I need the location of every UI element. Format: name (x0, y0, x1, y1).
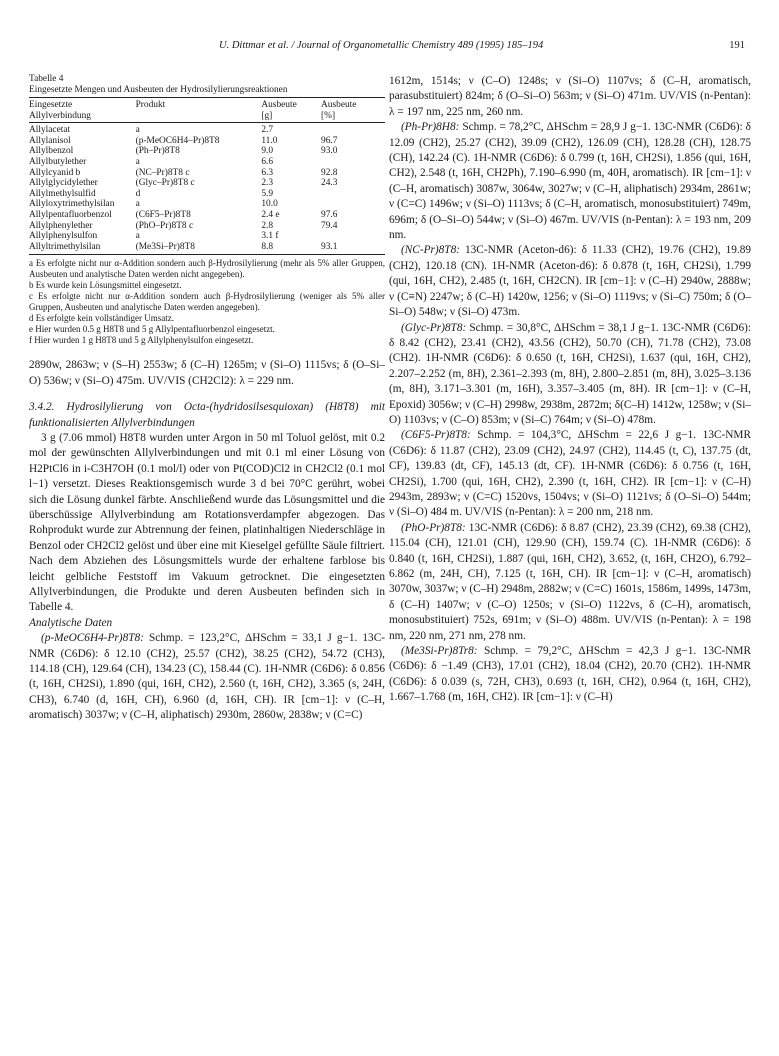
cell-allyl-compound: Allylmethylsulfid (29, 188, 96, 199)
table-row (29, 231, 385, 242)
table-body (29, 123, 385, 255)
cell-yield-pct: 96.7 (321, 135, 338, 146)
table-header-yield-pct: Ausbeute (321, 98, 385, 111)
cell-yield-pct: 24.3 (321, 178, 338, 189)
cell-yield-g: 9.0 (261, 146, 274, 157)
page-number: 191 (729, 40, 745, 51)
procedure-paragraph: 3 g (7.06 mmol) H8T8 wurden unter Argon in 50 ml Toluol gelöst, mit 0.2 mol der gewünschten Allylverbindungen und mit 0.1 ml einer Lösung von H2PtCl6 in i-C3H7OH (0.1 mol/l) oder von Pt(COD)Cl2 in CH2Cl2 (0.1 mol l−1) versetzt. Dieses Reaktionsgemisch wurde 3 d bei 70°C gerührt, wobei sich die Lösung dunkel färbte. Anschließend wurde das Lösungsmittel und die überschüssige Allylverbindung am Rotationsverdampfer abgezogen. Das Rohprodukt wurde zur Abtrennung der feinen, platinhaltigen Niederschläge in Benzol oder CH2Cl2 gelöst und über eine mit Kieselgel gefüllte Säule filtriert. Nach dem Abziehen des Lösungsmittels wurde der erhaltene farblose bis leicht gelbliche Feststoff im Vakuum getrocknet. Die eingesetzten Allylverbindungen, die Produkte und deren Ausbeuten befinden sich in Tabelle 4. (29, 431, 385, 614)
table-row (29, 199, 385, 210)
table-header-unit-g: [g] (261, 111, 321, 123)
cell-yield-g: 2.4 e (261, 209, 280, 220)
cell-yield-pct (321, 123, 385, 136)
table-footnote: d Es erfolgte kein vollständiger Umsatz. (29, 313, 174, 324)
cell-yield-g: 5.9 (261, 188, 274, 199)
cell-yield-g: 6.3 (261, 167, 274, 178)
cell-yield-pct: 93.1 (321, 242, 385, 255)
entry-ph (389, 120, 751, 243)
table-footnote: e Hier wurden 0.5 g H8T8 und 5 g Allylpentafluorbenzol eingesetzt. (29, 324, 275, 335)
cell-product: (PhO–Pr)8T8 c (135, 220, 194, 231)
table-row (29, 242, 385, 255)
cell-product: (C6F5–Pr)8T8 (135, 209, 191, 220)
entry-meo (29, 631, 385, 723)
cell-allyl-compound: Allylpentafluorbenzol (29, 209, 112, 220)
table-footnote: f Hier wurden 1 g H8T8 und 5 g Allylphenylsulfon eingesetzt. (29, 335, 254, 346)
cell-product: (p-MeOC6H4–Pr)8T8 (135, 135, 220, 146)
table-header-allyl-2: Allylverbindung (29, 111, 136, 123)
cell-allyl-compound: Allylanisol (29, 135, 71, 146)
table-header-allyl: Eingesetzte (29, 98, 136, 111)
cell-yield-g: 2.7 (261, 125, 274, 136)
compound-data: Schmp. = 79,2°C, ΔHSchm = 42,3 J g−1. 13C-NMR (C6D6): δ −1.49 (CH3), 17.01 (CH2), 18.04 (CH2), 20.70 (CH2). 1H-NMR (C6D6): δ 0.039 (s, 72H, CH3), 0.693 (t, 16H, CH2), 0.964 (t, 16H, CH2), 1.667–1.768 (m, 16H, CH2). IR [cm−1]: ν (C–H) (389, 645, 751, 704)
cell-product: (Glyc–Pr)8T8 c (135, 178, 195, 189)
table-row (29, 210, 385, 221)
cell-product: a (135, 156, 140, 167)
table-header-unit-pct: [%] (321, 111, 385, 123)
compound-label: (NC-Pr)8T8: (401, 244, 460, 257)
entry-pho (389, 521, 751, 644)
cell-product: (Me3Si–Pr)8T8 (136, 242, 262, 255)
cell-allyl-compound: Allyloxytrimethylsilan (29, 199, 115, 210)
table-row (29, 221, 385, 232)
entry-c6f5 (389, 428, 751, 520)
table-row (29, 146, 385, 157)
cell-yield-pct (321, 199, 385, 210)
table-title: Eingesetzte Mengen und Ausbeuten der Hydrosilylierungsreaktionen (29, 85, 288, 95)
yield-table (29, 97, 385, 255)
cell-yield-pct (321, 157, 385, 168)
cell-yield-g: 3.1 f (261, 231, 279, 242)
cell-yield-pct: 97.6 (321, 209, 338, 220)
compound-data: Schmp. = 30,8°C, ΔHSchm = 38,1 J g−1. 13C-NMR (C6D6): δ 8.42 (CH2), 23.41 (CH2), 43.56 (CH2), 50.70 (CH), 71.78 (CH2), 73.08 (CH2). 1H-NMR (C6D6): δ 0.650 (t, 16H, CH2Si), 1.637 (qui, 16H, CH2), 2.207–2.252 (m, 8H), 2.361–2.393 (m, 8H), 2.800–2.851 (m, 8H), 3.025–3.136 (m, 8H), 3.171–3.301 (m, 16H), 3.357–3.405 (m, 8H). IR [cm−1]: ν (C–H, Epoxid) 3056w; ν (C–H) 2998w, 2938m, 2872m; δ(C–H) 1412w, 1258w; ν (Si–O) 1103vs; ν (C–O) 853m; ν (Si–C) 764m; ν (Si–O) 478m. (389, 321, 751, 426)
cell-allyl-compound: Allyltrimethylsilan (29, 242, 136, 255)
cell-allyl-compound: Allylbutylether (29, 156, 87, 167)
table-caption (29, 74, 385, 96)
compound-data: Schmp. = 78,2°C, ΔHSchm = 28,9 J g−1. 13C-NMR (C6D6): δ 12.09 (CH2), 25.27 (CH2), 39.09 (CH2), 126.09 (CH), 128.28 (CH), 128.75 (CH), 142.24 (C). 1H-NMR (C6D6): δ 0.799 (t, 16H, CH2Si), 1.856 (qui, 16H, CH2), 2.548 (t, 16H, CH2Ph), 7.190–6.990 (m, 40H, aromatisch). IR [cm−1]: ν (C–H, aromatisch) 3087w, 3064w, 3027w; ν (C–H, aliphatisch) 2934m, 2861w; ν (C=C) 1496w; ν (Si–O) 1113vs; δ (C–H, aromatisch, monosubstituiert) 749m, 696m; δ (O–Si–O) 544w; ν (Si–O) 467m. UV/VIS (n-Pentan): λ = 193 nm, 209 nm. (389, 121, 751, 242)
left-body (29, 358, 385, 723)
compound-label: (Me3Si-Pr)8Tr8: (401, 645, 478, 658)
right-body (389, 74, 751, 706)
cell-product: (NC–Pr)8T8 c (135, 167, 190, 178)
compound-label: (PhO-Pr)8T8: (401, 521, 466, 534)
entry-me3si (389, 644, 751, 706)
cell-allyl-compound: Allylacetat (29, 125, 71, 136)
table-row (29, 168, 385, 179)
cell-yield-pct (321, 189, 385, 200)
cell-yield-g: 10.0 (261, 199, 278, 210)
compound-data: Schmp. = 104,3°C, ΔHSchm = 22,6 J g−1. 13C-NMR (C6D6): δ 11.87 (CH2), 23.09 (CH2), 24.97 (CH2), 114.45 (t, C), 137.75 (dt, CF), 139.83 (dt, CF), 145.13 (dt, CF). 1H-NMR (C6D6): δ 0.756 (t, 16H, CH2Si), 1.700 (qui, 16H, CH2), 2.390 (t, 16H, CH2). IR [cm−1]: ν (C–H) 2943m, 2893w; ν (C=C) 1520vs, 1504vs; ν (Si–O) 1121vs; δ (O–Si–O) 544m; ν (Si–O) 484 m. UV/VIS (n-Pentan): λ = 200 nm, 218 nm. (389, 429, 752, 519)
cell-yield-g: 2.8 (261, 220, 274, 231)
ir-continuation: 2890w, 2863w; ν (S–H) 2553w; δ (C–H) 1265m; ν (Si–O) 1115vs; δ (O–Si–O) 536w; ν (Si–O) 475m. UV/VIS (CH2Cl2): λ = 229 nm. (29, 359, 385, 387)
entry-glyc (389, 321, 751, 429)
table-row (29, 157, 385, 168)
cell-product: a (135, 125, 140, 136)
left-column (29, 74, 385, 724)
table-header-yield-g: Ausbeute (261, 98, 321, 111)
cell-product: (Ph–Pr)8T8 (135, 146, 180, 157)
compound-data: Schmp. = 123,2°C, ΔHSchm = 33,1 J g−1. 13C-NMR (C6D6): δ 12.10 (CH2), 25.57 (CH2), 38.25 (CH2), 54.72 (CH3), 114.18 (CH), 129.64 (CH), 134.23 (C), 158.44 (C). 1H-NMR (C6D6): δ 0.856 (t, 16H, CH2Si), 1.890 (qui, 16H, CH2), 2.560 (t, 16H, CH2), 3.365 (s, 24H, CH3), 6.740 (d, 16H, CH), 6.960 (d, 16H, CH). IR [cm−1]: ν (C–H, aromatisch) 3037w; ν (C–H, aliphatisch) 2930m, 2860w, 2838w; ν (C=C) (29, 632, 385, 722)
compound-data: 13C-NMR (C6D6): δ 8.87 (CH2), 23.39 (CH2), 69.38 (CH2), 115.04 (CH), 121.01 (CH), 129.90 (CH), 159.74 (C). 1H-NMR (C6D6): δ 0.840 (t, 16H, CH2Si), 1.887 (qui, 16H, CH2), 3.652, (t, 16H, CH2O), 6.792–6.862 (m, 24H, CH), 7.125 (t, 16H, CH). IR [cm−1]: ν (C–H, aromatisch) 3070w, 3037w; ν (C–H) 2948m, 2882w; ν (C=C) 1601s, 1586m, 1499s, 1473m, δ (C–H) 1407w; ν (C–O) 1250s; ν (Si–O) 1122vs, δ (C–H), aromatisch, monosubstituiert) 752s, 691m; ν (Si–O) 488m. UV/VIS (n-Pentan): λ = 198 nm, 220 nm, 271 nm, 278 nm. (389, 521, 751, 642)
cell-product: a (135, 231, 140, 242)
cell-allyl-compound: Allylphenylsulfon (29, 231, 98, 242)
cell-yield-pct: 92.8 (321, 167, 338, 178)
compound-label: (Glyc-Pr)8T8: (401, 321, 467, 334)
cell-allyl-compound: Allylglycidylether (29, 178, 98, 189)
table-footnote: c Es erfolgte nicht nur α-Addition sondern auch β-Hydrosilylierung (weniger als 5% aller Gruppen, Ausbeuten und analytische Daten werden angegeben). (29, 291, 385, 313)
running-head: U. Dittmar et al. / Journal of Organometallic Chemistry 489 (1995) 185–194 (219, 40, 544, 51)
cell-yield-g: 8.8 (261, 242, 321, 255)
analytische-daten-heading: Analytische Daten (29, 616, 113, 629)
compound-label: (Ph-Pr)8H8: (401, 121, 460, 134)
ir-continuation-right: 1612m, 1514s; ν (C–O) 1248s; ν (Si–O) 1107vs; δ (C–H, aromatisch, parasubstituiert) 824m; δ (O–Si–O) 563m; ν (Si–O) 471m. UV/VIS (n-Pentan): λ = 197 nm, 225 nm, 260 nm. (389, 75, 751, 118)
compound-label: (C6F5-Pr)8T8: (401, 429, 471, 442)
cell-allyl-compound: Allylphenylether (29, 220, 93, 231)
table-footnotes (29, 258, 385, 346)
cell-yield-pct: 79.4 (321, 220, 338, 231)
cell-yield-g: 6.6 (261, 156, 274, 167)
table-row (29, 136, 385, 147)
page-header (29, 40, 749, 56)
right-column (389, 74, 751, 706)
compound-data: 13C-NMR (Aceton-d6): δ 11.33 (CH2), 19.76 (CH2), 19.89 (CH2), 120.18 (CN). 1H-NMR (Aceton-d6): δ 0.878 (t, 16H, CH2Si), 1.799 (qui, 16H, CH2), 2.485 (t, 16H, CH2CN). IR [cm−1]: ν (C–H) 2940w, 2888w; ν (C≡N) 2247w; δ (C–H) 1420w, 1256; ν (Si–O) 1119vs; ν (Si–C) 750m; δ (O–Si–O) 548w; ν (Si–O) 473m. (389, 244, 752, 319)
table-footnote: b Es wurde kein Lösungsmittel eingesetzt. (29, 280, 182, 291)
cell-allyl-compound: Allylbenzol (29, 146, 74, 157)
cell-yield-pct: 93.0 (321, 146, 338, 157)
table-header-product: Produkt (136, 98, 262, 111)
table-row (29, 189, 385, 200)
cell-yield-g: 11.0 (261, 135, 278, 146)
cell-allyl-compound: Allylcyanid b (29, 167, 81, 178)
cell-product: d (135, 188, 141, 199)
table-row (29, 178, 385, 189)
table-label: Tabelle 4 (29, 74, 64, 84)
entry-nc (389, 243, 751, 320)
compound-label: (p-MeOC6H4-Pr)8T8: (41, 632, 144, 645)
table-footnote: a Es erfolgte nicht nur α-Addition sondern auch β-Hydrosilylierung (mehr als 5% aller Gruppen, Ausbeuten und analytische Daten werden nicht angegeben). (29, 258, 385, 280)
cell-product: a (135, 199, 140, 210)
section-heading: 3.4.2. Hydrosilylierung von Octa-(hydridosilsesquioxan) (H8T8) mit funktionalisierten Allylverbindungen (29, 401, 385, 429)
cell-yield-pct (321, 231, 385, 242)
cell-yield-g: 2.3 (261, 178, 274, 189)
table-row (29, 123, 385, 136)
